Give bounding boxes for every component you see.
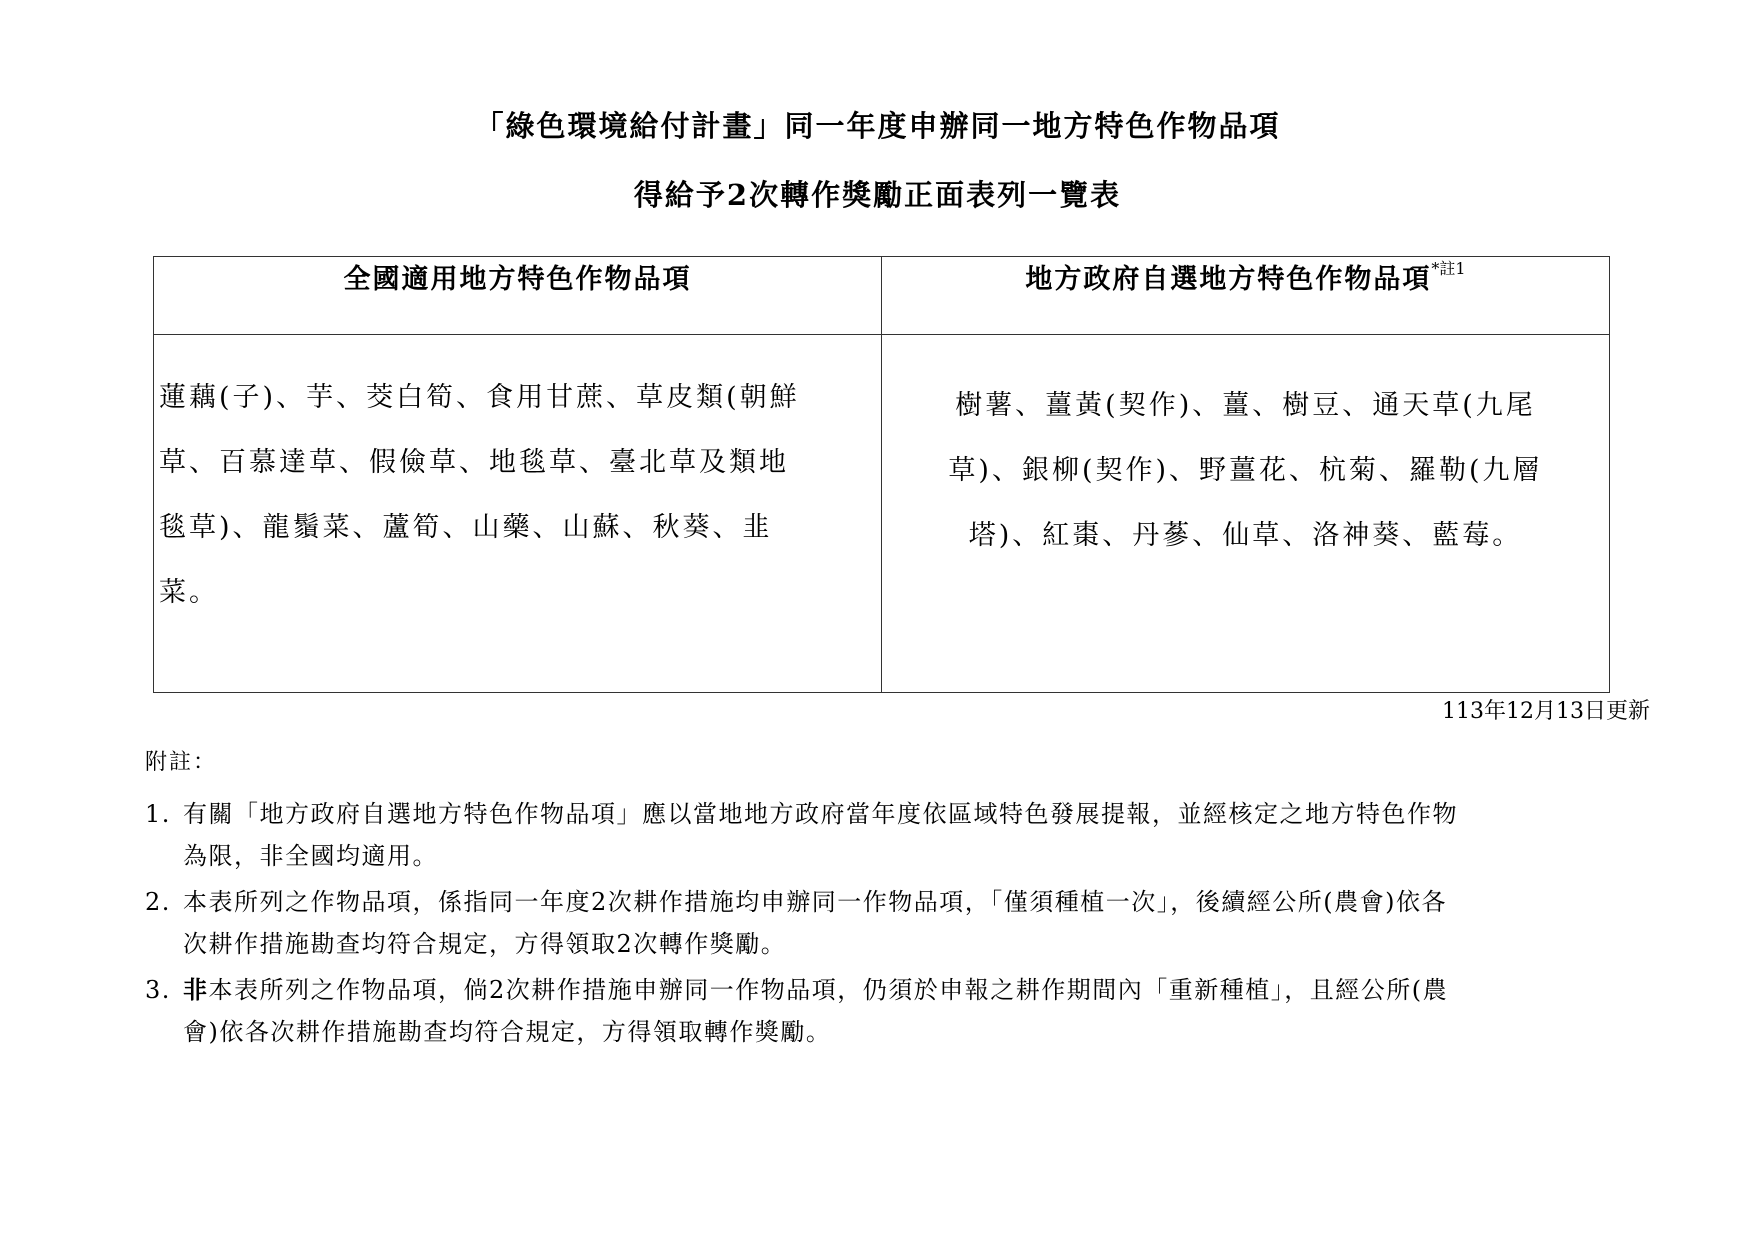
note-item <box>145 793 1655 877</box>
header-national-items <box>154 257 882 335</box>
notes-heading: 附註： <box>145 750 218 775</box>
notes-list <box>145 793 1655 1057</box>
table-header-row <box>154 257 1610 335</box>
local-items-line: 草)、銀柳(契作)、野薑花、杭菊、羅勒(九層 <box>948 455 1543 486</box>
national-items-line: 蓮藕(子)、芋、茭白筍、食用甘蔗、草皮類(朝鮮 <box>159 382 800 413</box>
national-items-line: 草、百慕達草、假儉草、地毯草、臺北草及類地 <box>159 447 789 478</box>
header-national-items-label: 全國適用地方特色作物品項 <box>343 264 692 295</box>
note-number: 1. <box>145 800 171 828</box>
note-line: 本表所列之作物品項，係指同一年度2次耕作措施均申辦同一作物品項，「僅須種植一次」，後續經公所(農會)依各 <box>183 888 1447 916</box>
header-local-items <box>882 257 1610 335</box>
national-items-text <box>154 335 881 625</box>
document-title-line-1: 「綠色環境給付計畫」同一年度申辦同一地方特色作物品項 <box>474 109 1281 143</box>
note-number: 3. <box>145 976 171 1004</box>
table-body-row <box>154 335 1610 693</box>
note-line: 次耕作措施勘查均符合規定，方得領取2次轉作獎勵。 <box>183 930 787 958</box>
crop-items-table <box>153 256 1610 693</box>
note-number: 2. <box>145 888 171 916</box>
note-line: 有關「地方政府自選地方特色作物品項」應以當地地方政府當年度依區域特色發展提報，並經核定之地方特色作物 <box>183 800 1458 828</box>
note-line: 會)依各次耕作措施勘查均符合規定，方得領取轉作獎勵。 <box>183 1018 832 1046</box>
update-date: 113年12月13日更新 <box>1442 699 1650 724</box>
footnote-marker: *註1 <box>1431 259 1466 278</box>
national-items-line: 菜。 <box>159 577 219 608</box>
national-items-line: 毯草)、龍鬚菜、蘆筍、山藥、山蘇、秋葵、韭 <box>159 512 773 543</box>
note-line-first <box>183 969 1655 1011</box>
note-item <box>145 969 1655 1053</box>
note-line: 為限，非全國均適用。 <box>183 842 438 870</box>
note-item <box>145 881 1655 965</box>
header-local-items-label: 地方政府自選地方特色作物品項 <box>1025 264 1432 295</box>
document-title-line-2: 得給予2次轉作獎勵正面表列一覽表 <box>633 178 1122 212</box>
local-items-text <box>882 335 1609 568</box>
note-bold-prefix: 非 <box>183 975 209 1004</box>
national-items-cell <box>154 335 882 693</box>
note-line-rest: 本表所列之作物品項，倘2次耕作措施申辦同一作物品項，仍須於申報之耕作期間內「重新種植」，且經公所(農 <box>208 976 1449 1004</box>
local-items-cell <box>882 335 1610 693</box>
local-items-line: 樹薯、薑黃(契作)、薑、樹豆、通天草(九尾 <box>955 390 1536 421</box>
local-items-line: 塔)、紅棗、丹蔘、仙草、洛神葵、藍莓。 <box>968 520 1523 551</box>
